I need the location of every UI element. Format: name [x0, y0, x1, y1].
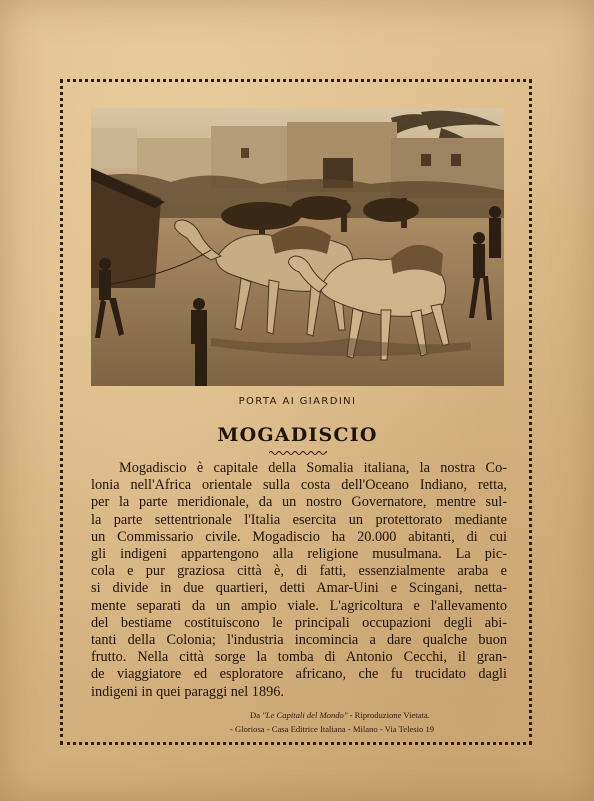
- body-line: cola e pur graziosa città è, di fatti, essenzialmente araba e: [91, 563, 507, 580]
- body-line: gli indigeni appartengono alla religione musulmana. La pic-: [91, 546, 507, 563]
- body-line: Mogadiscio è capitale della Somalia italiana, la nostra Co-: [119, 460, 507, 476]
- body-line: del bestiame costituiscono le principali occupazioni degli abi-: [91, 614, 507, 631]
- body-line: per la parte meridionale, da un nostro Governatore, mentre sul-: [91, 494, 507, 511]
- body-line: mente separati da un ampio viale. L'agricoltura e l'allevamento: [91, 597, 507, 614]
- credits-line-1: [230, 708, 520, 722]
- body-line: si divide in due quartieri, detti Amar-Uini e Scingani, netta-: [91, 580, 507, 597]
- credits-rights: - Riproduzione Vietata.: [349, 710, 430, 720]
- body-line: indigeni in quei paraggi nel 1896.: [91, 683, 284, 700]
- credits-source-title: "Le Capitali del Mondo": [262, 710, 348, 720]
- body-line: lonia nell'Africa orientale sulla costa dell'Oceano Indiano, retta,: [91, 477, 507, 494]
- title-ornament: [269, 450, 327, 456]
- article-title: MOGADISCIO: [217, 424, 378, 446]
- body-line: un Commissario civile. Mogadiscio ha 20.000 abitanti, di cui: [91, 528, 507, 545]
- body-line: frutto. Nella città sorge la tomba di Antonio Cecchi, il gran-: [91, 649, 507, 666]
- credits-line-2: - Gloriosa - Casa Editrice Italiana - Milano - Via Telesio 19: [230, 724, 435, 734]
- body-line: la parte settentrionale l'Italia esercita un protettorato mediante: [91, 511, 507, 528]
- body-line: tanti della Colonia; l'industria incomincia a dare qualche buon: [91, 632, 507, 649]
- body-line: de viaggiatore ed esploratore africano, che fu trucidato dagli: [91, 666, 507, 683]
- article-body: [91, 460, 507, 701]
- photo-caption: PORTA AI GIARDINI: [238, 396, 357, 407]
- photo-porta-ai-giardini: [91, 108, 504, 386]
- credits-prefix: Da: [250, 710, 261, 720]
- publisher-credits: [230, 708, 520, 736]
